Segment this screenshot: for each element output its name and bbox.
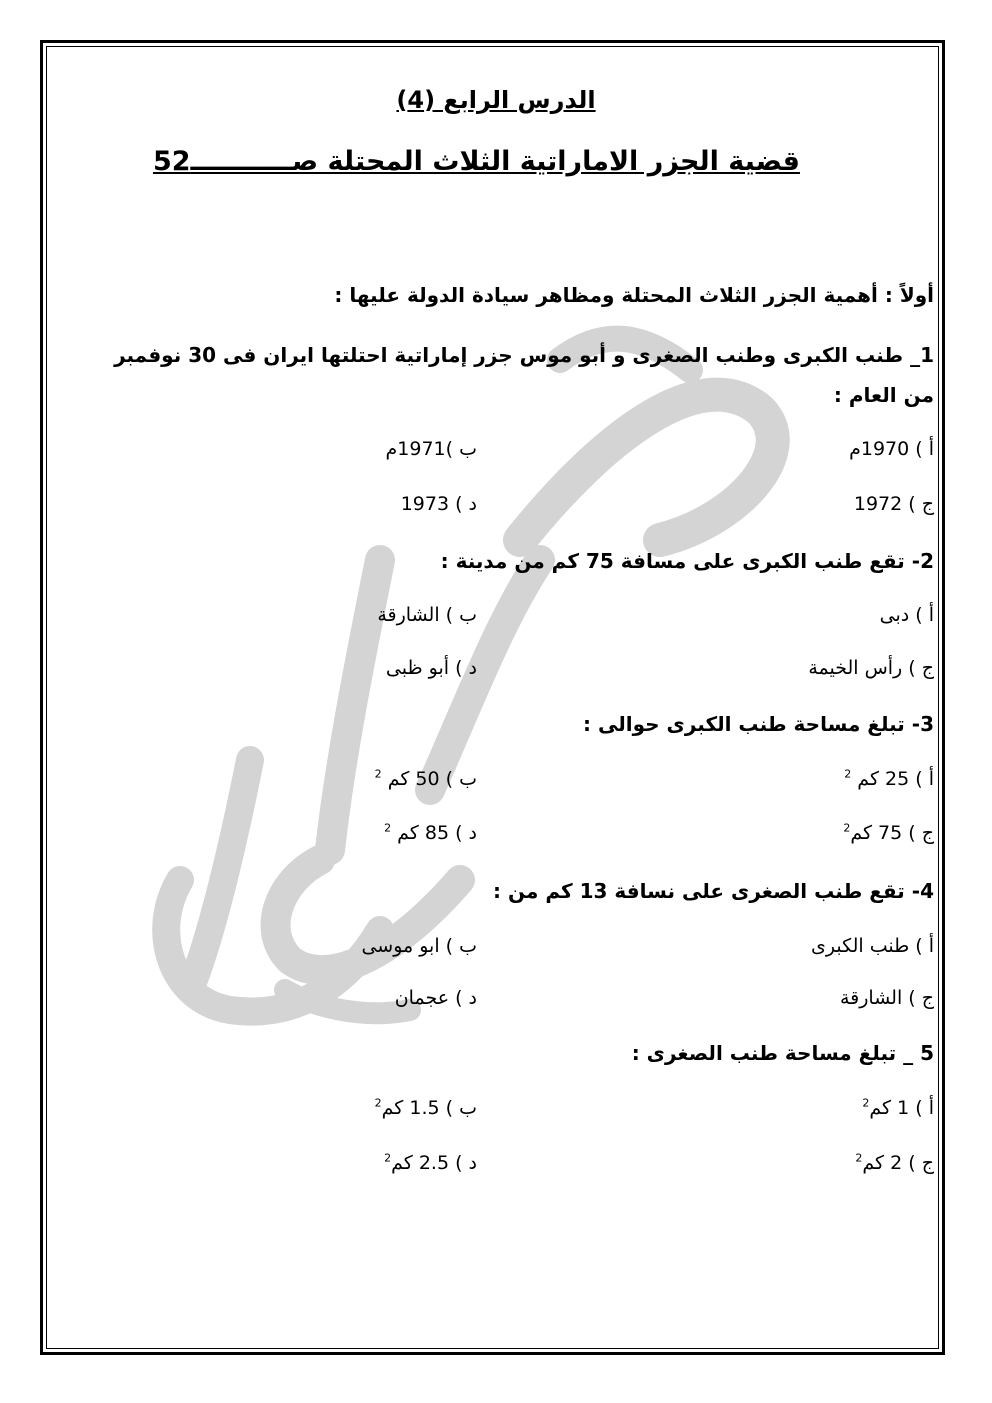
unit-superscript: 2	[384, 821, 392, 835]
question-5-option-d: د ) 2.5 كم$^2$	[384, 1151, 477, 1174]
question-1-option-b: ب )1971م	[385, 438, 477, 460]
question-3-option-d: د ) 85 كم $^2$	[384, 821, 477, 844]
question-4-option-b: ب ) ابو موسى	[361, 935, 477, 957]
unit-superscript: 2	[862, 1096, 870, 1110]
question-1-option-c: ج ) 1972	[853, 493, 934, 515]
unit-superscript: 2	[374, 1096, 382, 1110]
question-5-option-b: ب ) 1.5 كم$^2$	[374, 1096, 477, 1119]
question-2-text: 2- تقع طنب الكبرى على مسافة 75 كم من مدينة :	[440, 549, 934, 573]
question-3-text: 3- تبلغ مساحة طنب الكبرى حوالى :	[583, 712, 934, 736]
question-2-option-b: ب ) الشارقة	[377, 604, 477, 626]
unit-superscript: 2	[855, 1151, 863, 1165]
unit-superscript: 2	[844, 767, 852, 781]
question-2-option-c: ج ) رأس الخيمة	[808, 657, 934, 679]
question-5-option-a: أ ) 1 كم$^2$	[862, 1096, 934, 1119]
question-1-option-d: د ) 1973	[400, 493, 477, 515]
question-1-line-2: من العام :	[833, 383, 934, 407]
lesson-title: الدرس الرابع (4)	[396, 86, 596, 114]
page-border-inner	[46, 46, 939, 1349]
unit-superscript: 2	[374, 767, 382, 781]
question-4-text: 4- تقع طنب الصغرى على نسافة 13 كم من :	[493, 879, 934, 903]
unit-superscript: 2	[384, 1151, 392, 1165]
unit-superscript: 2	[843, 821, 851, 835]
question-5-option-c: ج ) 2 كم$^2$	[855, 1151, 934, 1174]
question-1-option-a: أ ) 1970م	[849, 438, 934, 460]
question-5-text: 5 _ تبلغ مساحة طنب الصغرى :	[631, 1041, 934, 1065]
topic-title: قضية الجزر الاماراتية الثلاث المحتلة صـــــــــــ52	[152, 146, 800, 177]
question-1-line-1: 1_ طنب الكبرى وطنب الصغرى و أبو موس جزر إماراتية احتلتها ايران فى 30 نوفمبر	[114, 343, 934, 367]
question-4-option-d: د ) عجمان	[394, 987, 477, 1009]
question-2-option-a: أ ) دبى	[879, 604, 934, 626]
section-heading: أولاً : أهمية الجزر الثلاث المحتلة ومظاهر سيادة الدولة عليها :	[334, 283, 934, 307]
question-2-option-d: د ) أبو ظبى	[385, 657, 477, 679]
question-3-option-b: ب ) 50 كم $^2$	[374, 767, 477, 790]
question-4-option-c: ج ) الشارقة	[839, 987, 934, 1009]
question-3-option-a: أ ) 25 كم $^2$	[844, 767, 934, 790]
question-3-option-c: ج ) 75 كم$^2$	[843, 821, 934, 844]
question-4-option-a: أ ) طنب الكبرى	[811, 935, 934, 957]
